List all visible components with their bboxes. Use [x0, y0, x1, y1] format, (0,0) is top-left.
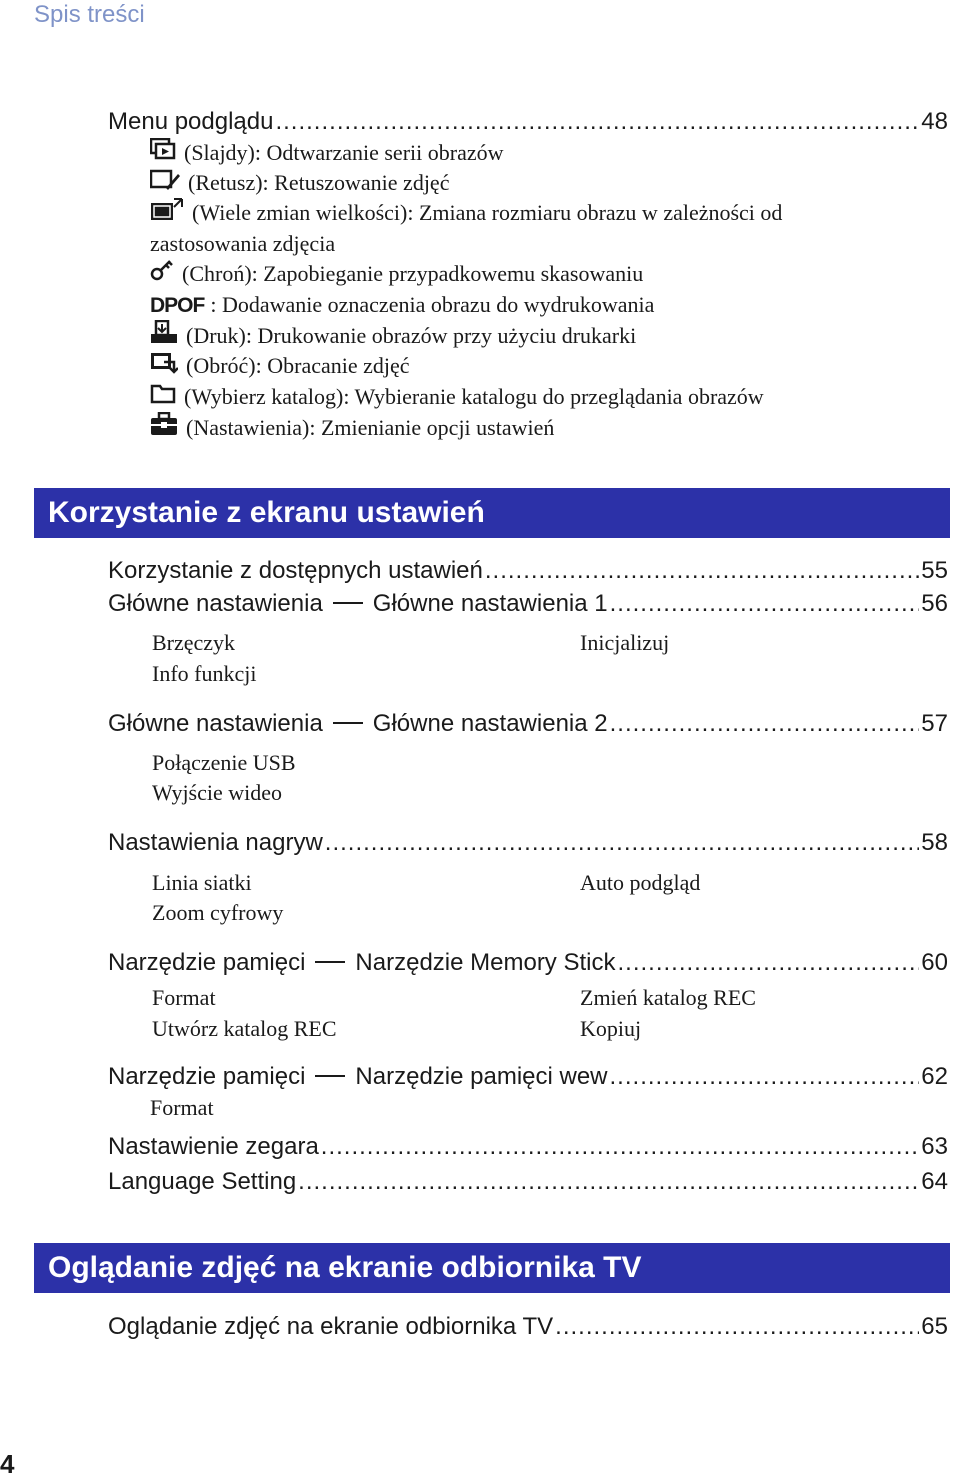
- folder-icon: [150, 382, 176, 412]
- toc-entry-language[interactable]: [108, 1165, 948, 1199]
- sub-item-kopiuj: Kopiuj: [580, 1016, 642, 1041]
- sub-item-zoom-cyfrowy: Zoom cyfrowy: [152, 900, 284, 925]
- sub-item-format-wew: Format: [150, 1095, 214, 1120]
- toc-page-number: 64: [921, 1168, 948, 1195]
- toc-page-number: 55: [921, 557, 948, 584]
- sub-item-inicjalizuj: Inicjalizuj: [580, 630, 670, 655]
- menu-item-slideshow: [150, 138, 504, 170]
- sub-item-zmien-katalog: Zmień katalog REC: [580, 985, 756, 1010]
- dot-leader: [555, 1310, 919, 1344]
- toc-entry-label: Oglądanie zdjęć na ekranie odbiornika TV: [108, 1313, 554, 1340]
- toc-page-number: 65: [921, 1313, 948, 1340]
- section-banner-tv: Oglądanie zdjęć na ekranie odbiornika TV: [34, 1243, 950, 1293]
- em-dash: [315, 961, 345, 963]
- toc-entry-tv[interactable]: [108, 1310, 948, 1344]
- toc-entry-label: Language Setting: [108, 1168, 297, 1195]
- toc-entry-label: Menu podglądu: [108, 108, 274, 135]
- menu-item-folder: [150, 382, 764, 414]
- toc-entry-label: Nastawienie zegara: [108, 1133, 319, 1160]
- toc-entry-label: Narzędzie pamięci Narzędzie pamięci wew: [108, 1063, 608, 1090]
- dot-leader: [610, 587, 920, 621]
- toc-page-number: 48: [921, 108, 948, 135]
- page-number: 4: [0, 1449, 15, 1479]
- toc-entry-label: Korzystanie z dostępnych ustawień: [108, 557, 483, 584]
- toc-page-number: 56: [921, 590, 948, 617]
- menu-item-text: (Druk): Drukowanie obrazów przy użyciu drukarki: [186, 323, 637, 348]
- menu-item-text: (Nastawienia): Zmienianie opcji ustawień: [186, 415, 555, 440]
- retouch-icon: [150, 168, 180, 198]
- menu-item-rotate: [150, 351, 410, 384]
- toc-page-number: 57: [921, 710, 948, 737]
- dot-leader: [298, 1165, 919, 1199]
- dot-leader: [485, 554, 919, 588]
- menu-item-continuation: zastosowania zdjęcia: [150, 231, 336, 256]
- page-header-title: Spis treści: [34, 1, 145, 28]
- toc-entry-glowne-1[interactable]: [108, 587, 948, 621]
- toc-entry-label: Główne nastawienia Główne nastawienia 1: [108, 590, 608, 617]
- toc-entry-label: Główne nastawienia Główne nastawienia 2: [108, 710, 608, 737]
- sub-item-wyjscie-wideo: Wyjście wideo: [152, 780, 283, 805]
- slideshow-icon: [150, 138, 176, 168]
- menu-item-protect: [150, 259, 643, 291]
- em-dash: [333, 602, 363, 604]
- dot-leader: [321, 1130, 920, 1164]
- menu-item-text: (Wybierz katalog): Wybieranie katalogu do przeglądania obrazów: [184, 384, 764, 409]
- sub-item-auto-podglad: Auto podgląd: [580, 870, 701, 895]
- sub-item-polaczenie-usb: Połączenie USB: [152, 750, 296, 775]
- sub-item-linia-siatki: Linia siatki: [152, 870, 252, 895]
- toc-page-number: 60: [921, 949, 948, 976]
- menu-item-retouch: [150, 168, 449, 200]
- toc-entry-label: Nastawienia nagryw: [108, 829, 323, 856]
- em-dash: [315, 1075, 345, 1077]
- menu-item-text: (Obróć): Obracanie zdjęć: [186, 353, 410, 378]
- menu-item-text: (Wiele zmian wielkości): Zmiana rozmiaru obrazu w zależności od: [192, 200, 783, 225]
- rotate-icon: [150, 350, 178, 382]
- menu-item-settings: [150, 413, 554, 446]
- toc-page-number: 58: [921, 829, 948, 856]
- toc-entry-korzystanie[interactable]: [108, 554, 948, 588]
- toc-entry-glowne-2[interactable]: [108, 707, 948, 741]
- dpof-icon: DPOF: [150, 294, 205, 317]
- toolbox-icon: [150, 412, 178, 444]
- menu-item-print: [150, 321, 636, 354]
- menu-item-multi-resize: [150, 198, 782, 231]
- sub-item-brzeczyk: Brzęczyk: [152, 630, 236, 655]
- toc-page-number: 62: [921, 1063, 948, 1090]
- toc-entry-menu-podgladu[interactable]: [108, 105, 948, 139]
- dot-leader: [325, 826, 920, 860]
- toc-entry-nagryw[interactable]: [108, 826, 948, 860]
- em-dash: [333, 722, 363, 724]
- toc-entry-label: Narzędzie pamięci Narzędzie Memory Stick: [108, 949, 616, 976]
- dot-leader: [617, 946, 919, 980]
- print-icon: [150, 320, 178, 352]
- multi-resize-icon: [150, 197, 184, 229]
- menu-item-text: (Slajdy): Odtwarzanie serii obrazów: [184, 140, 504, 165]
- menu-item-text: : Dodawanie oznaczenia obrazu do wydrukowania: [210, 292, 655, 317]
- toc-entry-memory-stick[interactable]: [108, 946, 948, 980]
- menu-item-dpof: [150, 290, 654, 321]
- section-banner-settings: Korzystanie z ekranu ustawień: [34, 488, 950, 538]
- menu-item-text: (Chroń): Zapobieganie przypadkowemu skasowaniu: [182, 261, 644, 286]
- sub-item-info-funkcji: Info funkcji: [152, 661, 257, 686]
- sub-item-utworz-katalog: Utwórz katalog REC: [152, 1016, 337, 1041]
- protect-key-icon: [150, 259, 174, 289]
- toc-page-number: 63: [921, 1133, 948, 1160]
- toc-entry-zegar[interactable]: [108, 1130, 948, 1164]
- dot-leader: [610, 707, 920, 741]
- dot-leader: [610, 1060, 920, 1094]
- menu-item-text: (Retusz): Retuszowanie zdjęć: [188, 170, 450, 195]
- toc-entry-pamieci-wew[interactable]: [108, 1060, 948, 1094]
- sub-item-format: Format: [152, 985, 216, 1010]
- dot-leader: [275, 105, 919, 139]
